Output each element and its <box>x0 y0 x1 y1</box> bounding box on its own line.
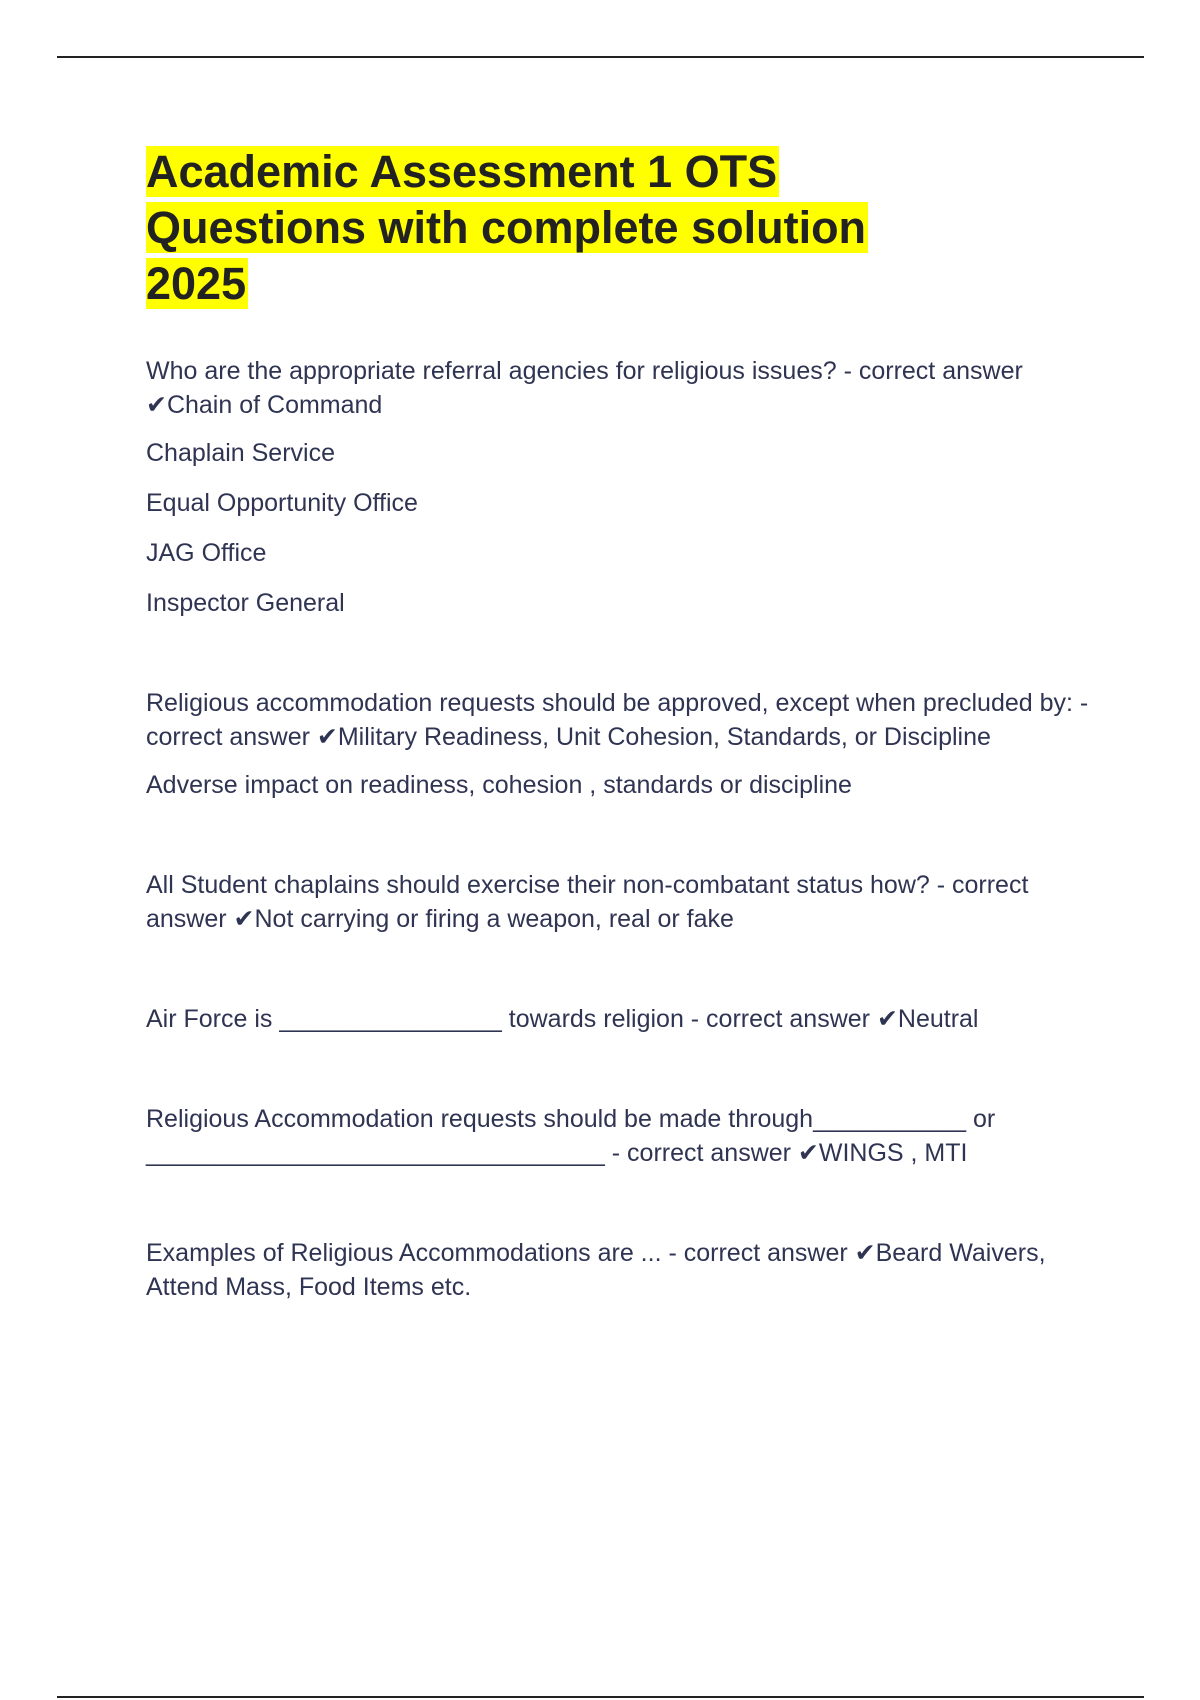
top-rule <box>57 56 1144 58</box>
answer-line: JAG Office <box>146 539 267 567</box>
title-line-2: Questions with complete solution <box>146 202 867 253</box>
question-text: All Student chaplains should exercise their non-combatant status how? - correct answer ✔Not carrying or firing a weapon, real or fake <box>146 871 1029 933</box>
qa-list <box>146 354 1106 1304</box>
bottom-rule <box>57 1696 1144 1698</box>
question-text: Examples of Religious Accommodations are ... - correct answer ✔Beard Waivers, Attend Mass, Food Items etc. <box>146 1239 1046 1301</box>
title-line-3: 2025 <box>146 258 247 309</box>
qa-item <box>146 868 1106 936</box>
qa-item <box>146 1102 1106 1170</box>
answer-line: Inspector General <box>146 589 345 617</box>
qa-item <box>146 354 1106 620</box>
question-text: Who are the appropriate referral agencies for religious issues? - correct answer ✔Chain of Command <box>146 357 1023 419</box>
answer-line: Chaplain Service <box>146 439 335 467</box>
qa-item <box>146 686 1106 802</box>
document-title <box>146 144 966 312</box>
qa-item <box>146 1002 1106 1036</box>
qa-item <box>146 1236 1106 1304</box>
question-text: Air Force is ________________ towards religion - correct answer ✔Neutral <box>146 1005 979 1033</box>
answer-line: Equal Opportunity Office <box>146 489 418 517</box>
answer-line: Adverse impact on readiness, cohesion , standards or discipline <box>146 771 852 799</box>
title-line-1: Academic Assessment 1 OTS <box>146 146 778 197</box>
document-content <box>146 144 1106 1304</box>
title-highlight <box>146 146 868 309</box>
question-text: Religious accommodation requests should be approved, except when precluded by: - correct answer ✔Military Readiness, Unit Cohesion, Standards, or Discipline <box>146 689 1089 751</box>
question-text: Religious Accommodation requests should be made through___________ or _________________________________ - correct answer ✔WINGS , MTI <box>146 1105 996 1167</box>
